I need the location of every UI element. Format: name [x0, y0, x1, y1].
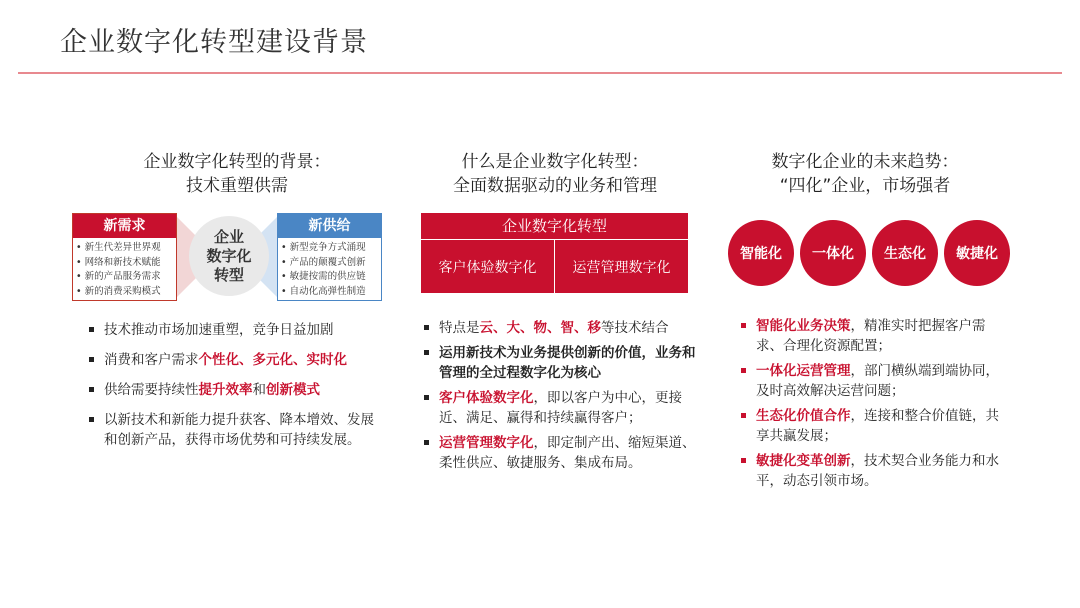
- circle-line: 转型: [213, 265, 244, 284]
- page-title: 企业数字化转型建设背景: [60, 27, 368, 58]
- col2-bullet-list: [421, 318, 696, 478]
- supply-item: • 新型竞争方式涌现: [281, 242, 366, 253]
- circle-line: 企业: [213, 227, 244, 246]
- col-definition-header: [420, 150, 690, 198]
- new-demand-box: [72, 213, 177, 301]
- trend-circle-integrated: 一体化: [800, 220, 866, 286]
- trend-circle-ecosystem: 生态化: [872, 220, 938, 286]
- col2-heading: 什么是企业数字化转型：: [461, 152, 649, 172]
- list-item: 智能化业务决策，精准实时把握客户需求、合理化资源配置；: [738, 316, 1008, 356]
- list-item: 消费和客户需求个性化、多元化、实时化: [86, 350, 376, 370]
- col3-heading: 数字化企业的未来趋势：: [771, 152, 959, 172]
- trend-circle-agile: 敏捷化: [944, 220, 1010, 286]
- new-supply-box: [277, 213, 382, 301]
- col-background-header: [112, 150, 362, 198]
- list-item: 特点是云、大、物、智、移等技术结合: [421, 318, 696, 338]
- operation-management-cell: 运营管理数字化: [554, 240, 688, 293]
- list-item: 客户体验数字化，即以客户为中心，更接近、满足、赢得和持续赢得客户；: [421, 388, 696, 428]
- col3-subheading: “四化”企业，市场强者: [779, 176, 951, 196]
- demand-item: • 新的消费采购模式: [76, 285, 161, 297]
- col3-bullet-list: [738, 316, 1008, 496]
- supply-item: • 敏捷按需的供应链: [281, 271, 366, 282]
- supply-demand-diagram: [72, 213, 382, 301]
- list-item: 运营管理数字化，即定制产出、缩短渠道、柔性供应、敏捷服务、集成布局。: [421, 433, 696, 473]
- list-item: 技术推动市场加速重塑，竞争日益加剧: [86, 320, 376, 340]
- col1-subheading: 技术重塑供需: [186, 176, 288, 196]
- list-item: 运用新技术为业务提供创新的价值，业务和管理的全过程数字化为核心: [421, 343, 696, 383]
- col-trend-header: [735, 150, 995, 198]
- demand-item: • 网络和新技术赋能: [76, 256, 161, 268]
- supply-item: • 自动化高弹性制造: [281, 285, 366, 297]
- transformation-box-title: 企业数字化转型: [421, 213, 688, 240]
- list-item: 供给需要持续性提升效率和创新模式: [86, 380, 376, 400]
- demand-item: • 新生代差异世界观: [76, 242, 161, 253]
- list-item: 一体化运营管理，部门横纵端到端协同，及时高效解决运营问题；: [738, 361, 1008, 401]
- col2-subheading: 全面数据驱动的业务和管理: [453, 176, 657, 196]
- list-item: 生态化价值合作，连接和整合价值链，共享共赢发展；: [738, 406, 1008, 446]
- title-divider: [18, 72, 1062, 74]
- four-trends-circles: [728, 220, 1010, 286]
- list-item: 以新技术和新能力提升获客、降本增效、发展和创新产品，获得市场优势和可持续发展。: [86, 410, 376, 450]
- supply-item: • 产品的颠覆式创新: [281, 256, 366, 268]
- customer-experience-cell: 客户体验数字化: [438, 259, 537, 276]
- demand-item: • 新的产品服务需求: [76, 271, 161, 282]
- list-item: 敏捷化变革创新，技术契合业务能力和水平，动态引领市场。: [738, 451, 1008, 491]
- transformation-circle: [189, 216, 269, 296]
- circle-line: 数字化: [206, 246, 252, 265]
- new-demand-label: 新需求: [73, 214, 176, 238]
- transformation-box: [421, 213, 688, 293]
- col1-bullet-list: [86, 320, 376, 460]
- col1-heading: 企业数字化转型的背景：: [143, 152, 331, 172]
- new-supply-label: 新供给: [278, 214, 381, 238]
- trend-circle-intelligent: 智能化: [728, 220, 794, 286]
